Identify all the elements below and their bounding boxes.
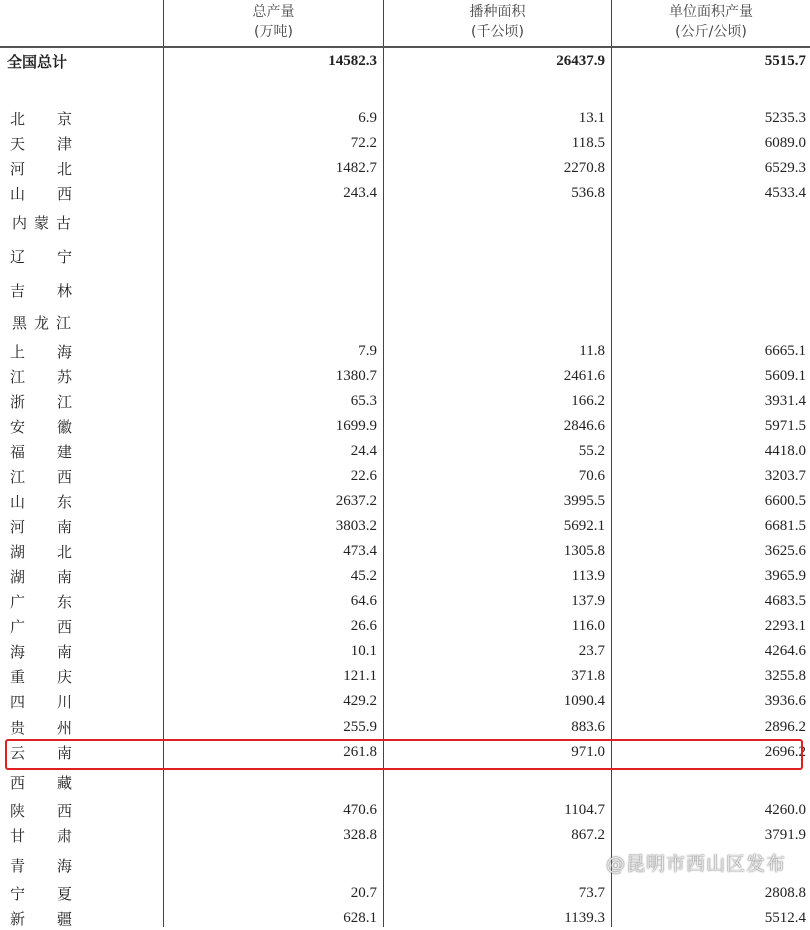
- cell-area: 13.1: [578, 109, 605, 126]
- cell-area: 971.0: [571, 743, 605, 760]
- cell-yield: 4418.0: [764, 442, 806, 459]
- province-name: 黑龙江: [12, 313, 79, 332]
- province-name: 辽宁: [10, 247, 105, 266]
- table-row: [0, 539, 810, 563]
- cell-area: 5692.1: [563, 517, 605, 534]
- cell-yield: 6089.0: [764, 134, 806, 151]
- cell-area: 2461.6: [563, 367, 605, 384]
- cell-output: 328.8: [343, 826, 377, 843]
- cell-area: 73.7: [578, 884, 605, 901]
- province-name: 河北: [10, 159, 105, 178]
- cell-output: 64.6: [350, 592, 377, 609]
- province-name: 新疆: [10, 909, 105, 928]
- cell-output: 2637.2: [335, 492, 377, 509]
- cell-area: 113.9: [571, 567, 605, 584]
- cell-output: 243.4: [343, 184, 377, 201]
- cell-output: 121.1: [343, 667, 377, 684]
- cell-area: 1305.8: [563, 542, 605, 559]
- cell-area: 3995.5: [563, 492, 605, 509]
- table-row: [0, 906, 810, 930]
- header-area-unit: (千公顷): [471, 24, 524, 40]
- province-name: 海南: [10, 642, 105, 661]
- table-row: [0, 689, 810, 713]
- header-area-title: 播种面积: [469, 4, 526, 20]
- cell-area: 883.6: [571, 718, 605, 735]
- table-row: [0, 489, 810, 513]
- cell-output: 470.6: [343, 801, 377, 818]
- table-row: [0, 614, 810, 638]
- cell-yield: 2808.8: [764, 884, 806, 901]
- province-name: 安徽: [10, 417, 105, 436]
- cell-output: 22.6: [350, 467, 377, 484]
- header-yield: [612, 0, 810, 48]
- province-name: 广东: [10, 592, 105, 611]
- province-name: 天津: [10, 134, 105, 153]
- cell-yield: 4683.5: [764, 592, 806, 609]
- cell-area: 2270.8: [563, 159, 605, 176]
- table-row: [0, 244, 810, 268]
- table-row: [0, 106, 810, 130]
- cell-yield: 4264.6: [764, 642, 806, 659]
- cell-yield: 6529.3: [764, 159, 806, 176]
- table-row: [0, 798, 810, 822]
- table-row: [0, 881, 810, 905]
- province-name: 上海: [10, 342, 105, 361]
- province-name: 湖北: [10, 542, 105, 561]
- province-name: 浙江: [10, 392, 105, 411]
- watermark: @昆明市西山区发布: [606, 853, 787, 875]
- table-row: [0, 514, 810, 538]
- cell-output: 1482.7: [335, 159, 377, 176]
- province-name: 云南: [10, 743, 105, 762]
- cell-yield: 6681.5: [764, 517, 806, 534]
- province-name: 广西: [10, 617, 105, 636]
- province-name: 河南: [10, 517, 105, 536]
- table-row: [0, 278, 810, 302]
- cell-yield: 2696.2: [764, 743, 806, 760]
- table-row: [0, 439, 810, 463]
- table-row: [0, 414, 810, 438]
- cell-area: 1139.3: [564, 909, 605, 926]
- total-label: 全国总计: [7, 52, 68, 71]
- cell-yield: 5971.5: [764, 417, 806, 434]
- cell-yield: 3255.8: [764, 667, 806, 684]
- cell-yield: 4260.0: [764, 801, 806, 818]
- table-row: [0, 181, 810, 205]
- cell-yield: 5512.4: [764, 909, 806, 926]
- cell-output: 1380.7: [335, 367, 377, 384]
- table-row: [0, 131, 810, 155]
- cell-output: 429.2: [343, 692, 377, 709]
- cell-yield: 3936.6: [764, 692, 806, 709]
- table-row: [0, 310, 810, 334]
- cell-output: 26.6: [350, 617, 377, 634]
- cell-output: 1699.9: [335, 417, 377, 434]
- cell-output: 20.7: [350, 884, 377, 901]
- cell-yield: 4533.4: [764, 184, 806, 201]
- province-name: 陕西: [10, 801, 105, 820]
- cell-yield: 6665.1: [764, 342, 806, 359]
- cell-yield: 3203.7: [764, 467, 806, 484]
- table-row: [0, 639, 810, 663]
- province-name: 吉林: [10, 281, 105, 300]
- table-row: [0, 389, 810, 413]
- total-yield: 5515.7: [764, 52, 806, 69]
- total-output: 14582.3: [328, 52, 377, 69]
- province-name: 湖南: [10, 567, 105, 586]
- cell-yield: 3625.6: [764, 542, 806, 559]
- cell-area: 118.5: [571, 134, 605, 151]
- cell-yield: 3965.9: [764, 567, 806, 584]
- cell-area: 536.8: [571, 184, 605, 201]
- table-row: [0, 364, 810, 388]
- table-row: [0, 339, 810, 363]
- province-name: 甘肃: [10, 826, 105, 845]
- cell-output: 24.4: [350, 442, 377, 459]
- header-yield-title: 单位面积产量: [669, 4, 753, 20]
- province-name: 江西: [10, 467, 105, 486]
- cell-area: 1104.7: [564, 801, 605, 818]
- cell-output: 10.1: [350, 642, 377, 659]
- province-name: 江苏: [10, 367, 105, 386]
- cell-area: 55.2: [578, 442, 605, 459]
- cell-output: 65.3: [350, 392, 377, 409]
- cell-area: 1090.4: [563, 692, 605, 709]
- table-row: [0, 464, 810, 488]
- province-name: 青海: [10, 856, 105, 875]
- cell-area: 166.2: [571, 392, 605, 409]
- cell-area: 116.0: [571, 617, 605, 634]
- cell-area: 867.2: [571, 826, 605, 843]
- header-output-unit: (万吨): [254, 24, 293, 40]
- cell-output: 261.8: [343, 743, 377, 760]
- header-output-title: 总产量: [252, 4, 295, 20]
- table-row: [0, 156, 810, 180]
- table-row: [0, 564, 810, 588]
- cell-output: 255.9: [343, 718, 377, 735]
- cell-yield: 3791.9: [764, 826, 806, 843]
- header-area: [384, 0, 611, 48]
- cell-yield: 2896.2: [764, 718, 806, 735]
- cell-output: 7.9: [358, 342, 377, 359]
- cell-output: 473.4: [343, 542, 377, 559]
- header-yield-unit: (公斤/公顷): [675, 24, 747, 40]
- cell-yield: 2293.1: [764, 617, 806, 634]
- cell-output: 45.2: [350, 567, 377, 584]
- province-name: 内蒙古: [12, 213, 79, 232]
- cell-area: 70.6: [578, 467, 605, 484]
- table-row: [0, 823, 810, 847]
- province-name: 贵州: [10, 718, 105, 737]
- cell-output: 3803.2: [335, 517, 377, 534]
- province-name: 西藏: [10, 773, 105, 792]
- cell-yield: 5235.3: [764, 109, 806, 126]
- table-row: [0, 715, 810, 739]
- total-area: 26437.9: [556, 52, 605, 69]
- cell-yield: 3931.4: [764, 392, 806, 409]
- cell-yield: 5609.1: [764, 367, 806, 384]
- cell-output: 628.1: [343, 909, 377, 926]
- cell-yield: 6600.5: [764, 492, 806, 509]
- cell-area: 23.7: [578, 642, 605, 659]
- province-name: 宁夏: [10, 884, 105, 903]
- table-row: [0, 589, 810, 613]
- table-row: [0, 664, 810, 688]
- highlight-box: [5, 739, 803, 770]
- province-name: 重庆: [10, 667, 105, 686]
- cell-output: 72.2: [350, 134, 377, 151]
- province-name: 山西: [10, 184, 105, 203]
- province-name: 山东: [10, 492, 105, 511]
- cell-area: 2846.6: [563, 417, 605, 434]
- cell-area: 11.8: [579, 342, 605, 359]
- cell-area: 137.9: [571, 592, 605, 609]
- table-row: [0, 770, 810, 794]
- total-row: [0, 48, 810, 74]
- header-output: [164, 0, 383, 48]
- cell-area: 371.8: [571, 667, 605, 684]
- province-name: 北京: [10, 109, 105, 128]
- province-name: 四川: [10, 692, 105, 711]
- table-row: [0, 210, 810, 234]
- province-name: 福建: [10, 442, 105, 461]
- cell-output: 6.9: [358, 109, 377, 126]
